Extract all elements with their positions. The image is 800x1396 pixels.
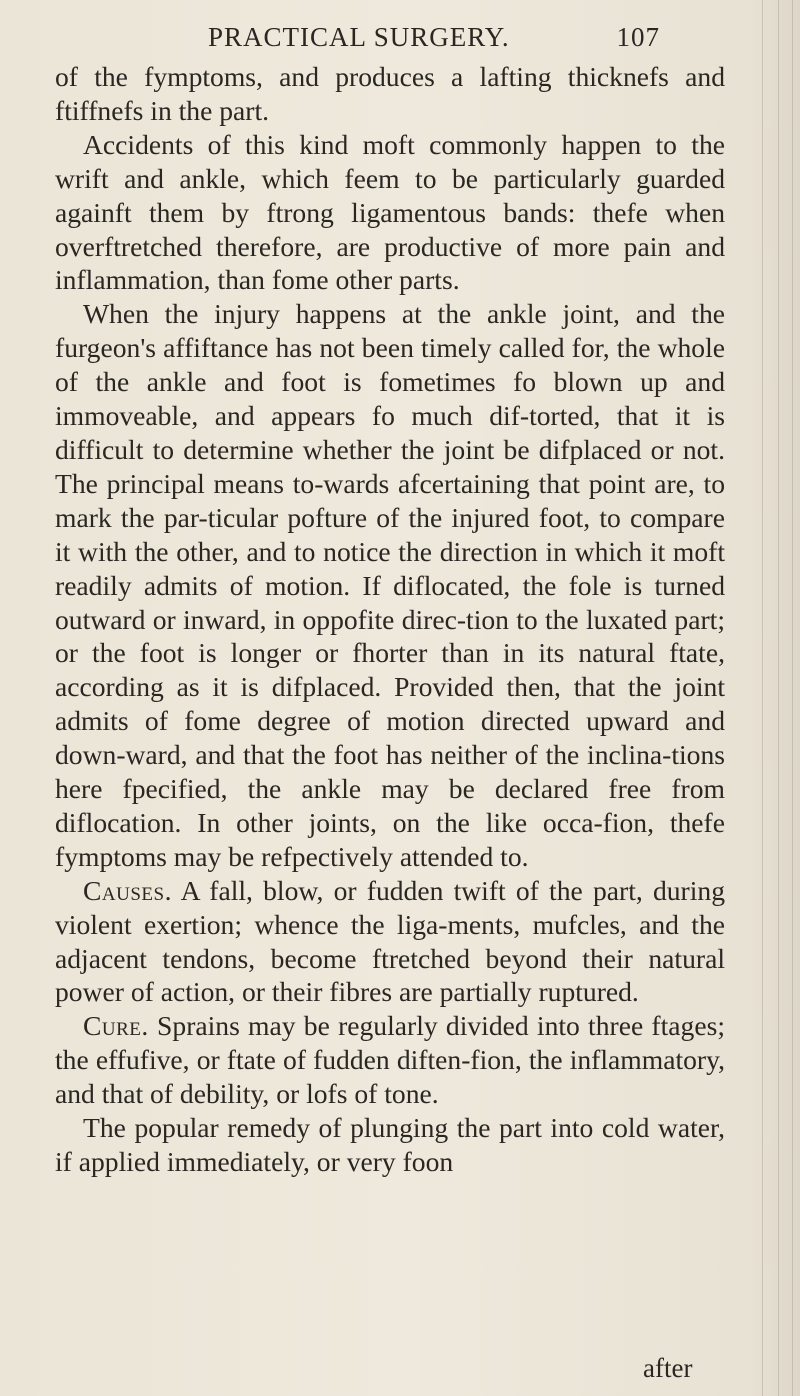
page-gutter-shadow [748, 0, 800, 1396]
running-head: PRACTICAL SURGERY. [208, 22, 510, 52]
page-edge-line [762, 0, 763, 1396]
paragraph [55, 297, 725, 873]
paragraph-text: Accidents of this kind moft commonly happen to the wrift and ankle, which feem to be particularly guarded againft them by ftrong ligamentous bands: thefe when overftretched therefore, are productive of more pain and inflammation, than fome other parts. [55, 128, 725, 296]
body-text [55, 60, 725, 1179]
paragraph-text: The popular remedy of plunging the part into cold water, if applied immediately, or very foon [55, 1112, 725, 1177]
paragraph [55, 874, 725, 1010]
paragraph [55, 1009, 725, 1111]
paragraph [55, 128, 725, 298]
page-edge-line [778, 0, 779, 1396]
paragraph-text: A fall, blow, or fudden twift of the part, during violent exertion; whence the liga-ments, mufcles, and the adjacent tendons, become ftretched beyond their natural power of action, or their fibres are partially ruptured. [55, 874, 725, 1008]
catchword: after [643, 1353, 693, 1383]
paragraph-text: When the injury happens at the ankle joint, and the furgeon's affiftance has not been timely called for, the whole of the ankle and foot is fometimes fo blown up and immoveable, and appears fo much dif-torted, that it is difficult to determine whether the joint be difplaced or not. The principal means to-wards afcertaining that point are, to mark the par-ticular pofture of the injured foot, to compare it with the other, and to notice the direction in which it moft readily admits of motion. If diflocated, the fole is turned outward or inward, in oppofite direc-tion to the luxated part; or the foot is longer or fhorter than in its natural ftate, according as it is difplaced. Provided then, that the joint admits of fome degree of motion directed upward and down-ward, and that the foot has neither of the inclina-tions here fpecified, the ankle may be declared free from diflocation. In other joints, on the like occa-fion, thefe fymptoms may be refpectively attended to. [55, 298, 725, 872]
page-number: 107 [616, 22, 660, 52]
paragraph-text: of the fymptoms, and produces a lafting thicknefs and ftiffnefs in the part. [55, 61, 725, 126]
section-lead-cure: Cure. [83, 1010, 149, 1042]
section-lead-causes: Causes. [83, 874, 172, 906]
paragraph [55, 1111, 725, 1179]
page-edge-line [792, 0, 793, 1396]
paragraph [55, 60, 725, 128]
paragraph-text: Sprains may be regularly divided into three ftages; the effufive, or ftate of fudden diften-fion, the inflammatory, and that of debility, or lofs of tone. [55, 1010, 725, 1110]
